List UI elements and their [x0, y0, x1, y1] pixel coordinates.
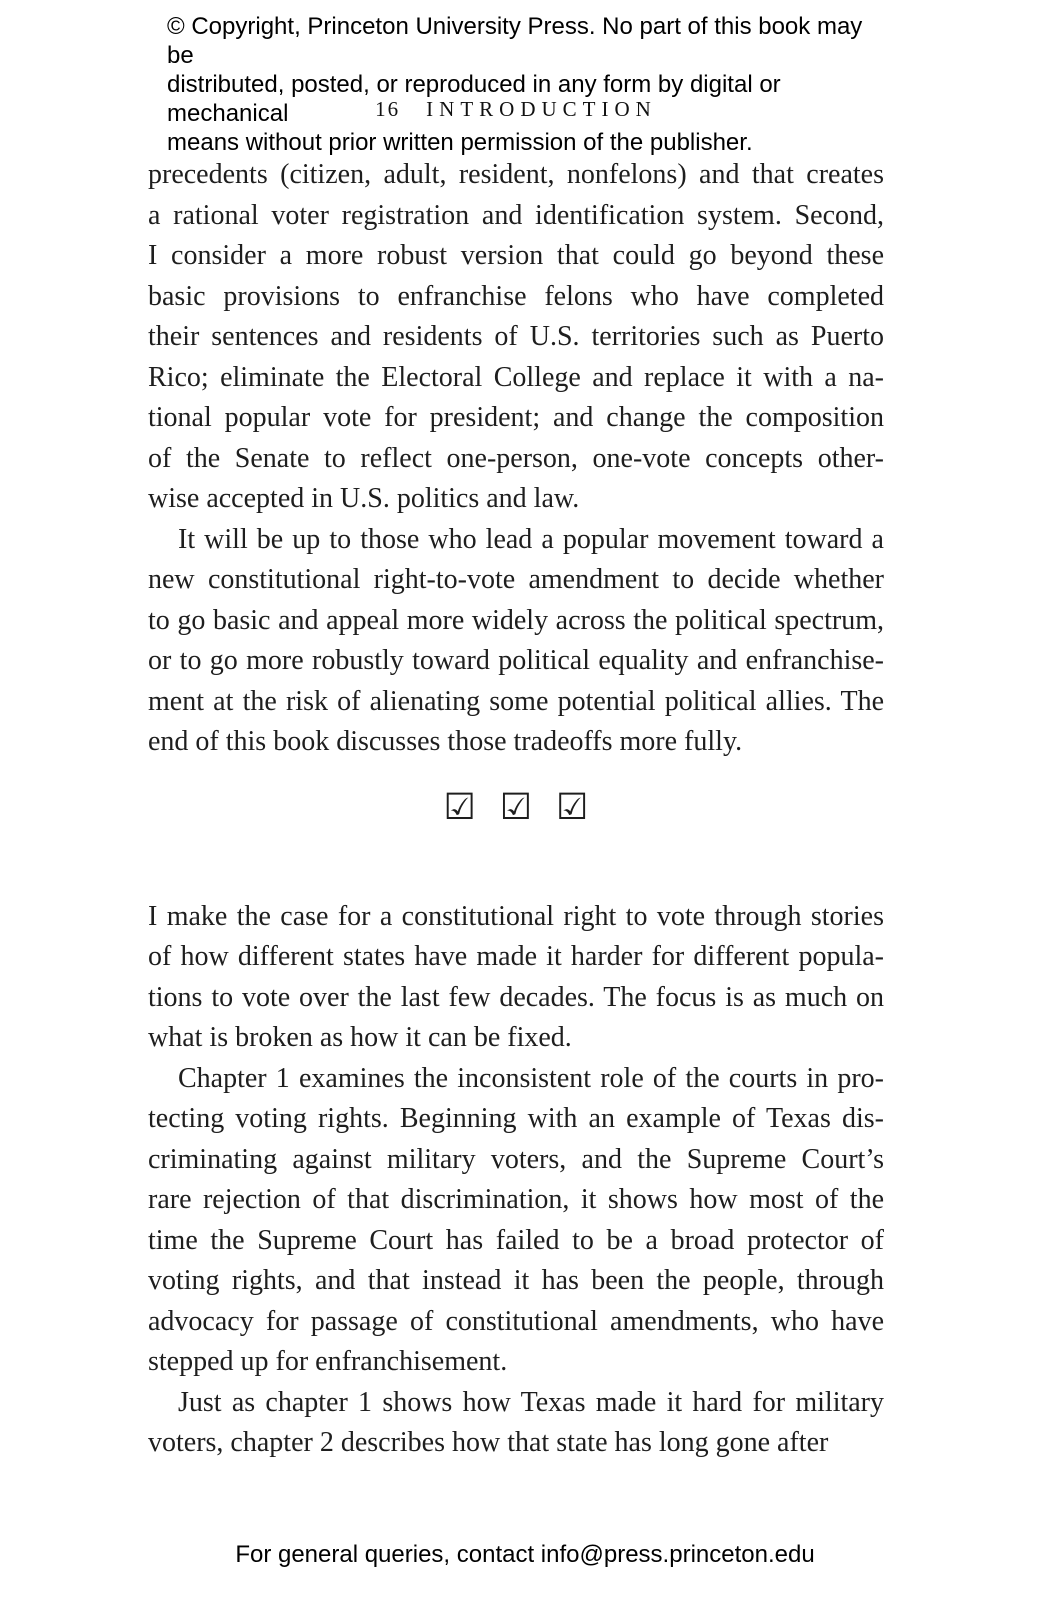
footer-queries-note: For general queries, contact info@press.princeton.edu [235, 1541, 815, 1568]
text-line: or to go more robustly toward political equality and enfranchise- [148, 645, 884, 676]
text-line: precedents (citizen, adult, resident, nonfelons) and that creates [148, 159, 884, 190]
running-head [148, 97, 884, 122]
text-line: Just as chapter 1 shows how Texas made it hard for military [178, 1386, 884, 1418]
checked-checkbox-icon: ☑ [443, 786, 476, 828]
text-line: I consider a more robust version that could go beyond these [148, 240, 884, 271]
paragraph [148, 520, 884, 763]
text-line: their sentences and residents of U.S. territories such as Puerto [148, 321, 884, 352]
text-line: to go basic and appeal more widely across the political spectrum, [148, 604, 884, 636]
paragraph [148, 1059, 884, 1383]
text-line: Chapter 1 examines the inconsistent role of the courts in pro- [178, 1062, 884, 1094]
chapter-title: INTRODUCTION [426, 97, 657, 121]
section-divider [148, 787, 884, 829]
page-number: 16 [375, 97, 401, 121]
text-line: It will be up to those who lead a popular movement toward a [178, 523, 884, 555]
text-line: a rational voter registration and identification system. Second, [148, 199, 884, 231]
text-line: new constitutional right-to-vote amendment to decide whether [148, 564, 884, 595]
text-line: stepped up for enfranchisement. [148, 1346, 508, 1377]
text-line: tional popular vote for president; and change the composition [148, 402, 884, 433]
text-line: time the Supreme Court has failed to be a broad protector of [148, 1224, 884, 1256]
paragraph [148, 897, 884, 1059]
paragraph [148, 155, 884, 520]
text-line: what is broken as how it can be fixed. [148, 1022, 572, 1053]
text-line: ment at the risk of alienating some potential political allies. The [148, 685, 884, 717]
text-line: of how different states have made it harder for different popula- [148, 941, 884, 972]
checked-checkbox-icon: ☑ [556, 786, 589, 828]
text-line: basic provisions to enfranchise felons who have completed [148, 280, 884, 312]
checked-checkbox-icon: ☑ [499, 786, 533, 828]
body-text [148, 155, 884, 1464]
copyright-line: means without prior written permission of the publisher. [167, 129, 753, 156]
text-line: end of this book discusses those tradeoffs more fully. [148, 726, 743, 757]
paragraph [148, 1383, 884, 1464]
text-line: of the Senate to reflect one-person, one-vote concepts other- [148, 442, 884, 474]
copyright-notice [167, 12, 867, 157]
text-line: advocacy for passage of constitutional amendments, who have [148, 1305, 884, 1337]
text-line: I make the case for a constitutional right to vote through stories [148, 900, 884, 932]
text-line: tions to vote over the last few decades. The focus is as much on [148, 981, 884, 1013]
text-line: voters, chapter 2 describes how that state has long gone after [148, 1427, 829, 1458]
text-line: wise accepted in U.S. politics and law. [148, 483, 580, 514]
copyright-line: distributed, posted, or reproduced in any form by digital or mechanical [167, 71, 781, 127]
text-line: tecting voting rights. Beginning with an example of Texas dis- [148, 1103, 884, 1134]
copyright-line: © Copyright, Princeton University Press. No part of this book may be [167, 13, 863, 69]
text-line: voting rights, and that instead it has been the people, through [148, 1265, 884, 1296]
text-line: rare rejection of that discrimination, it shows how most of the [148, 1184, 884, 1215]
text-line: criminating against military voters, and the Supreme Court’s [148, 1143, 884, 1175]
text-line: Rico; eliminate the Electoral College and replace it with a na- [148, 361, 884, 393]
